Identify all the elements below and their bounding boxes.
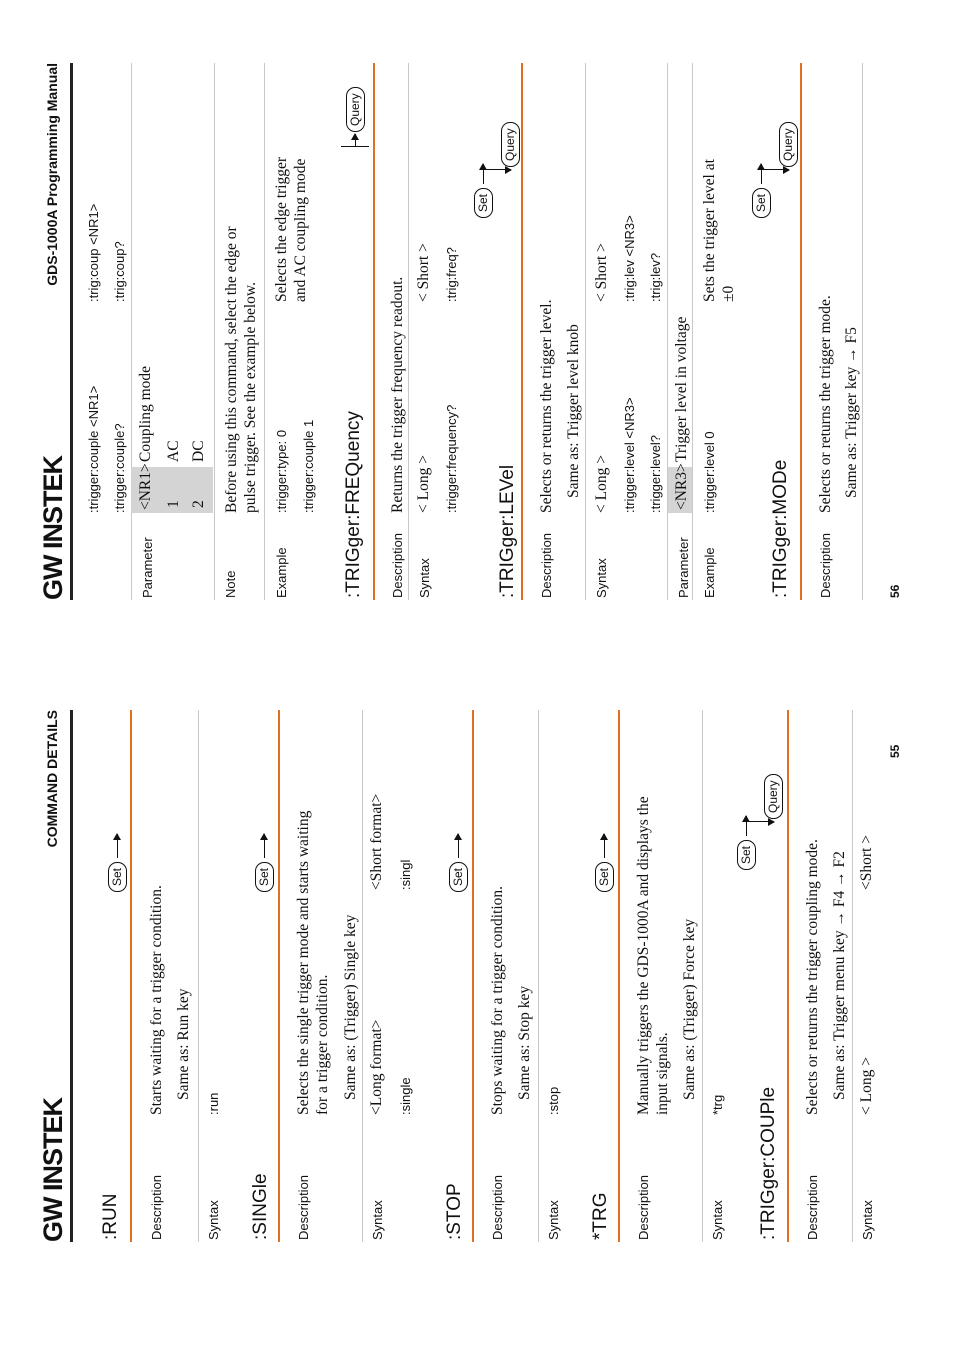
section-title-run: :RUN	[100, 1193, 121, 1240]
example-command-2: :trigger:couple 1	[301, 419, 316, 513]
frequency-description: Returns the trigger frequency readout.	[389, 276, 406, 513]
section-divider	[278, 710, 280, 1242]
left-page	[0, 675, 954, 1350]
row-divider	[862, 63, 863, 600]
level-same-as: Same as: Trigger level knob	[565, 324, 582, 498]
single-same-as: Same as: (Trigger) Single key	[342, 914, 359, 1100]
description-label: Description	[636, 1174, 651, 1240]
couple-long-set-command: :trigger:couple <NR1>	[86, 385, 101, 513]
set-badge: Set	[752, 188, 771, 218]
description-label: Description	[296, 1174, 311, 1240]
long-format-label: <Long format>	[368, 1019, 385, 1115]
level-description: Selects or returns the trigger level.	[538, 299, 555, 513]
frequency-short-command: :trig:freq?	[444, 247, 459, 302]
query-arrow-icon	[355, 134, 356, 147]
page-header	[36, 710, 73, 1242]
section-title-trigger-level: :TRIGger:LEVel	[497, 464, 518, 598]
short-format-label: <Short >	[858, 835, 875, 890]
single-description-line2: for a trigger condition.	[314, 974, 331, 1115]
nr3-parameter-head: <NR3>	[673, 463, 690, 510]
row-divider	[585, 63, 586, 600]
syntax-label: Syntax	[710, 1200, 725, 1240]
coupling-value-2: 2	[190, 500, 207, 508]
set-badge: Set	[737, 840, 756, 870]
row-divider	[702, 710, 703, 1242]
syntax-label: Syntax	[417, 558, 432, 598]
level-long-set-command: :trigger:level <NR3>	[622, 397, 637, 513]
set-badge: Set	[108, 862, 127, 892]
single-short-command: :singl	[398, 859, 413, 890]
set-badge: Set	[474, 188, 493, 218]
mode-description: Selects or returns the trigger mode.	[817, 295, 834, 513]
stop-description: Stops waiting for a trigger condition.	[489, 885, 506, 1115]
couple-description: Selects or returns the trigger coupling mode.	[804, 839, 821, 1115]
example-command-1: :trigger:type: 0	[274, 429, 289, 513]
query-badge: Query	[764, 774, 783, 819]
header-title: COMMAND DETAILS	[44, 710, 60, 848]
row-divider	[667, 63, 668, 600]
parameter-label: Parameter	[140, 537, 155, 598]
parameter-label: Parameter	[676, 537, 691, 598]
couple-long-query-command: :trigger:couple?	[112, 423, 127, 513]
coupling-mode-label: Coupling mode	[137, 365, 154, 462]
example-label: Example	[274, 547, 289, 598]
single-long-command: :single	[398, 1077, 413, 1115]
short-format-label: < Short >	[415, 243, 432, 302]
run-same-as: Same as: Run key	[175, 988, 192, 1100]
single-description-line1: Selects the single trigger mode and starts waiting	[295, 810, 312, 1115]
set-arrow-icon	[604, 834, 605, 858]
query-badge: Query	[346, 87, 365, 132]
example-description-1: Selects the edge trigger	[273, 156, 290, 302]
section-title-trigger-couple: :TRIGger:COUPle	[758, 1086, 779, 1240]
section-title-trg: *TRG	[590, 1192, 611, 1240]
run-description: Starts waiting for a trigger condition.	[148, 885, 165, 1115]
example-description-2: and AC coupling mode	[292, 158, 309, 302]
short-format-label: < Short >	[593, 243, 610, 302]
set-arrow-icon	[264, 834, 265, 858]
description-label: Description	[490, 1174, 505, 1240]
row-divider	[538, 710, 539, 1242]
short-format-label: <Short format>	[368, 793, 385, 890]
nr1-parameter-head: <NR1>	[137, 463, 154, 510]
section-divider	[800, 63, 802, 600]
set-badge: Set	[449, 862, 468, 892]
example-label: Example	[702, 547, 717, 598]
note-label: Note	[223, 570, 238, 598]
level-long-query-command: :trigger:level?	[648, 434, 663, 513]
set-arrow-icon	[458, 834, 459, 858]
note-line2: pulse trigger. See the example below.	[242, 282, 259, 513]
coupling-name-1: AC	[165, 440, 182, 462]
coupling-name-2: DC	[190, 440, 207, 462]
trg-syntax: *trg	[710, 1094, 725, 1115]
query-arrow-icon	[761, 169, 789, 170]
level-example-description-line1: Sets the trigger level at	[701, 159, 718, 302]
row-divider	[214, 63, 215, 600]
query-badge: Query	[779, 122, 798, 167]
long-format-label: < Long >	[858, 1057, 875, 1115]
note-line1: Before using this command, select the edge or	[223, 226, 240, 513]
syntax-label: Syntax	[370, 1200, 385, 1240]
header-title: GDS-1000A Programming Manual	[44, 63, 60, 286]
section-title-stop: :STOP	[444, 1183, 465, 1240]
long-format-label: < Long >	[593, 455, 610, 513]
syntax-label: Syntax	[860, 1200, 875, 1240]
trigger-level-voltage-label: Trigger level in voltage	[673, 316, 690, 462]
brand-logo: GW INSTEK	[38, 1098, 68, 1242]
set-arrow-icon	[761, 164, 762, 184]
section-title-trigger-frequency: :TRIGger:FREQuency	[343, 411, 364, 598]
section-title-single: :SINGle	[250, 1173, 271, 1240]
row-divider	[131, 63, 132, 600]
level-short-set-command: :trig:lev <NR3>	[622, 215, 637, 302]
level-example-description-line2: ±0	[720, 285, 737, 302]
syntax-label: Syntax	[594, 558, 609, 598]
brand-logo: GW INSTEK	[38, 456, 68, 600]
row-divider	[852, 710, 853, 1242]
set-badge: Set	[595, 862, 614, 892]
frequency-long-command: :trigger:frequency?	[444, 404, 459, 513]
trg-description-line2: input signals.	[654, 1032, 671, 1115]
section-divider	[130, 710, 132, 1242]
row-divider	[264, 63, 265, 600]
section-title-trigger-mode: :TRIGger:MODe	[770, 459, 791, 598]
query-badge: Query	[501, 122, 520, 167]
row-divider	[408, 63, 409, 600]
set-arrow-icon	[746, 816, 747, 836]
mode-same-as: Same as: Trigger key → F5	[843, 327, 860, 498]
couple-same-as: Same as: Trigger menu key → F4 → F2	[831, 851, 848, 1100]
section-divider	[472, 710, 474, 1242]
row-divider	[198, 710, 199, 1242]
section-divider	[373, 63, 375, 600]
coupling-value-1: 1	[165, 500, 182, 508]
description-label: Description	[149, 1174, 164, 1240]
couple-short-query-command: :trig:coup?	[112, 241, 127, 302]
trg-same-as: Same as: (Trigger) Force key	[681, 918, 698, 1100]
section-divider	[521, 63, 523, 600]
syntax-label: Syntax	[546, 1200, 561, 1240]
section-divider	[618, 710, 620, 1242]
set-arrow-icon	[117, 834, 118, 858]
stop-syntax: :stop	[546, 1086, 561, 1115]
description-label: Description	[805, 1174, 820, 1240]
run-syntax: :run	[206, 1092, 221, 1115]
level-example-command: :trigger:level 0	[702, 431, 717, 513]
stop-same-as: Same as: Stop key	[516, 985, 533, 1100]
page-header	[36, 63, 73, 600]
set-arrow-icon	[483, 164, 484, 184]
couple-short-set-command: :trig:coup <NR1>	[86, 203, 101, 302]
syntax-label: Syntax	[206, 1200, 221, 1240]
page-number: 56	[888, 584, 902, 598]
row-divider	[362, 710, 363, 1242]
query-arrow-icon	[483, 169, 511, 170]
page-number: 55	[888, 744, 902, 758]
level-short-query-command: :trig:lev?	[648, 252, 663, 302]
query-arrow-icon	[746, 821, 774, 822]
long-format-label: < Long >	[415, 455, 432, 513]
description-label: Description	[818, 532, 833, 598]
section-divider	[787, 710, 789, 1242]
set-badge: Set	[255, 862, 274, 892]
row-divider	[692, 63, 693, 600]
trg-description-line1: Manually triggers the GDS-1000A and displays the	[635, 796, 652, 1115]
description-label: Description	[390, 532, 405, 598]
description-label: Description	[539, 532, 554, 598]
